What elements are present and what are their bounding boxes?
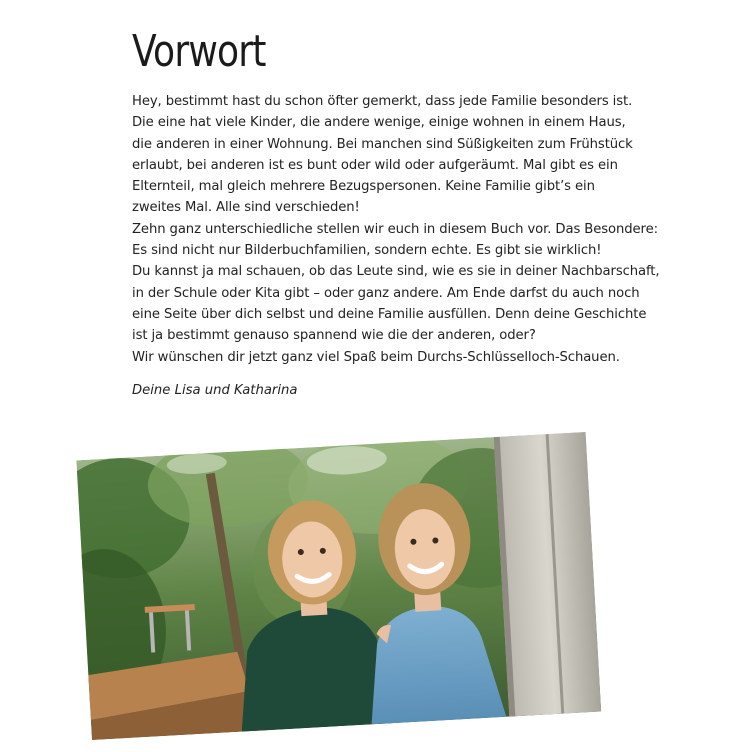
text-line: Zehn ganz unterschiedliche stellen wir euch in diesem Buch vor. Das Besondere:	[132, 221, 658, 237]
text-line: Die eine hat viele Kinder, die andere wenige, einige wohnen in einem Haus,	[132, 115, 626, 131]
text-line: Wir wünschen dir jetzt ganz viel Spaß beim Durchs-Schlüsselloch-Schauen.	[132, 349, 620, 365]
preface-text	[132, 91, 660, 368]
text-line: Es sind nicht nur Bilderbuchfamilien, sondern echte. Es gibt sie wirklich!	[132, 243, 602, 259]
text-line: eine Seite über dich selbst und deine Familie ausfüllen. Denn deine Geschichte	[132, 306, 647, 322]
page-title: Vorwort	[132, 26, 266, 77]
signature: Deine Lisa und Katharina	[132, 383, 298, 398]
text-line: zweites Mal. Alle sind verschieden!	[132, 200, 360, 216]
authors-photo	[76, 432, 601, 740]
text-line: die anderen in einer Wohnung. Bei manchen sind Süßigkeiten zum Frühstück	[132, 136, 633, 152]
text-line: Hey, bestimmt hast du schon öfter gemerkt, dass jede Familie besonders ist.	[132, 94, 633, 109]
text-line: Du kannst ja mal schauen, ob das Leute sind, wie es sie in deiner Nachbarschaft,	[132, 264, 660, 280]
text-line: erlaubt, bei anderen ist es bunt oder wild oder aufgeräumt. Mal gibt es ein	[132, 157, 618, 173]
text-line: Elternteil, mal gleich mehrere Bezugspersonen. Keine Familie gibt’s ein	[132, 179, 595, 195]
text-line: in der Schule oder Kita gibt – oder ganz andere. Am Ende darfst du auch noch	[132, 285, 640, 301]
text-line: ist ja bestimmt genauso spannend wie die der anderen, oder?	[132, 328, 536, 344]
